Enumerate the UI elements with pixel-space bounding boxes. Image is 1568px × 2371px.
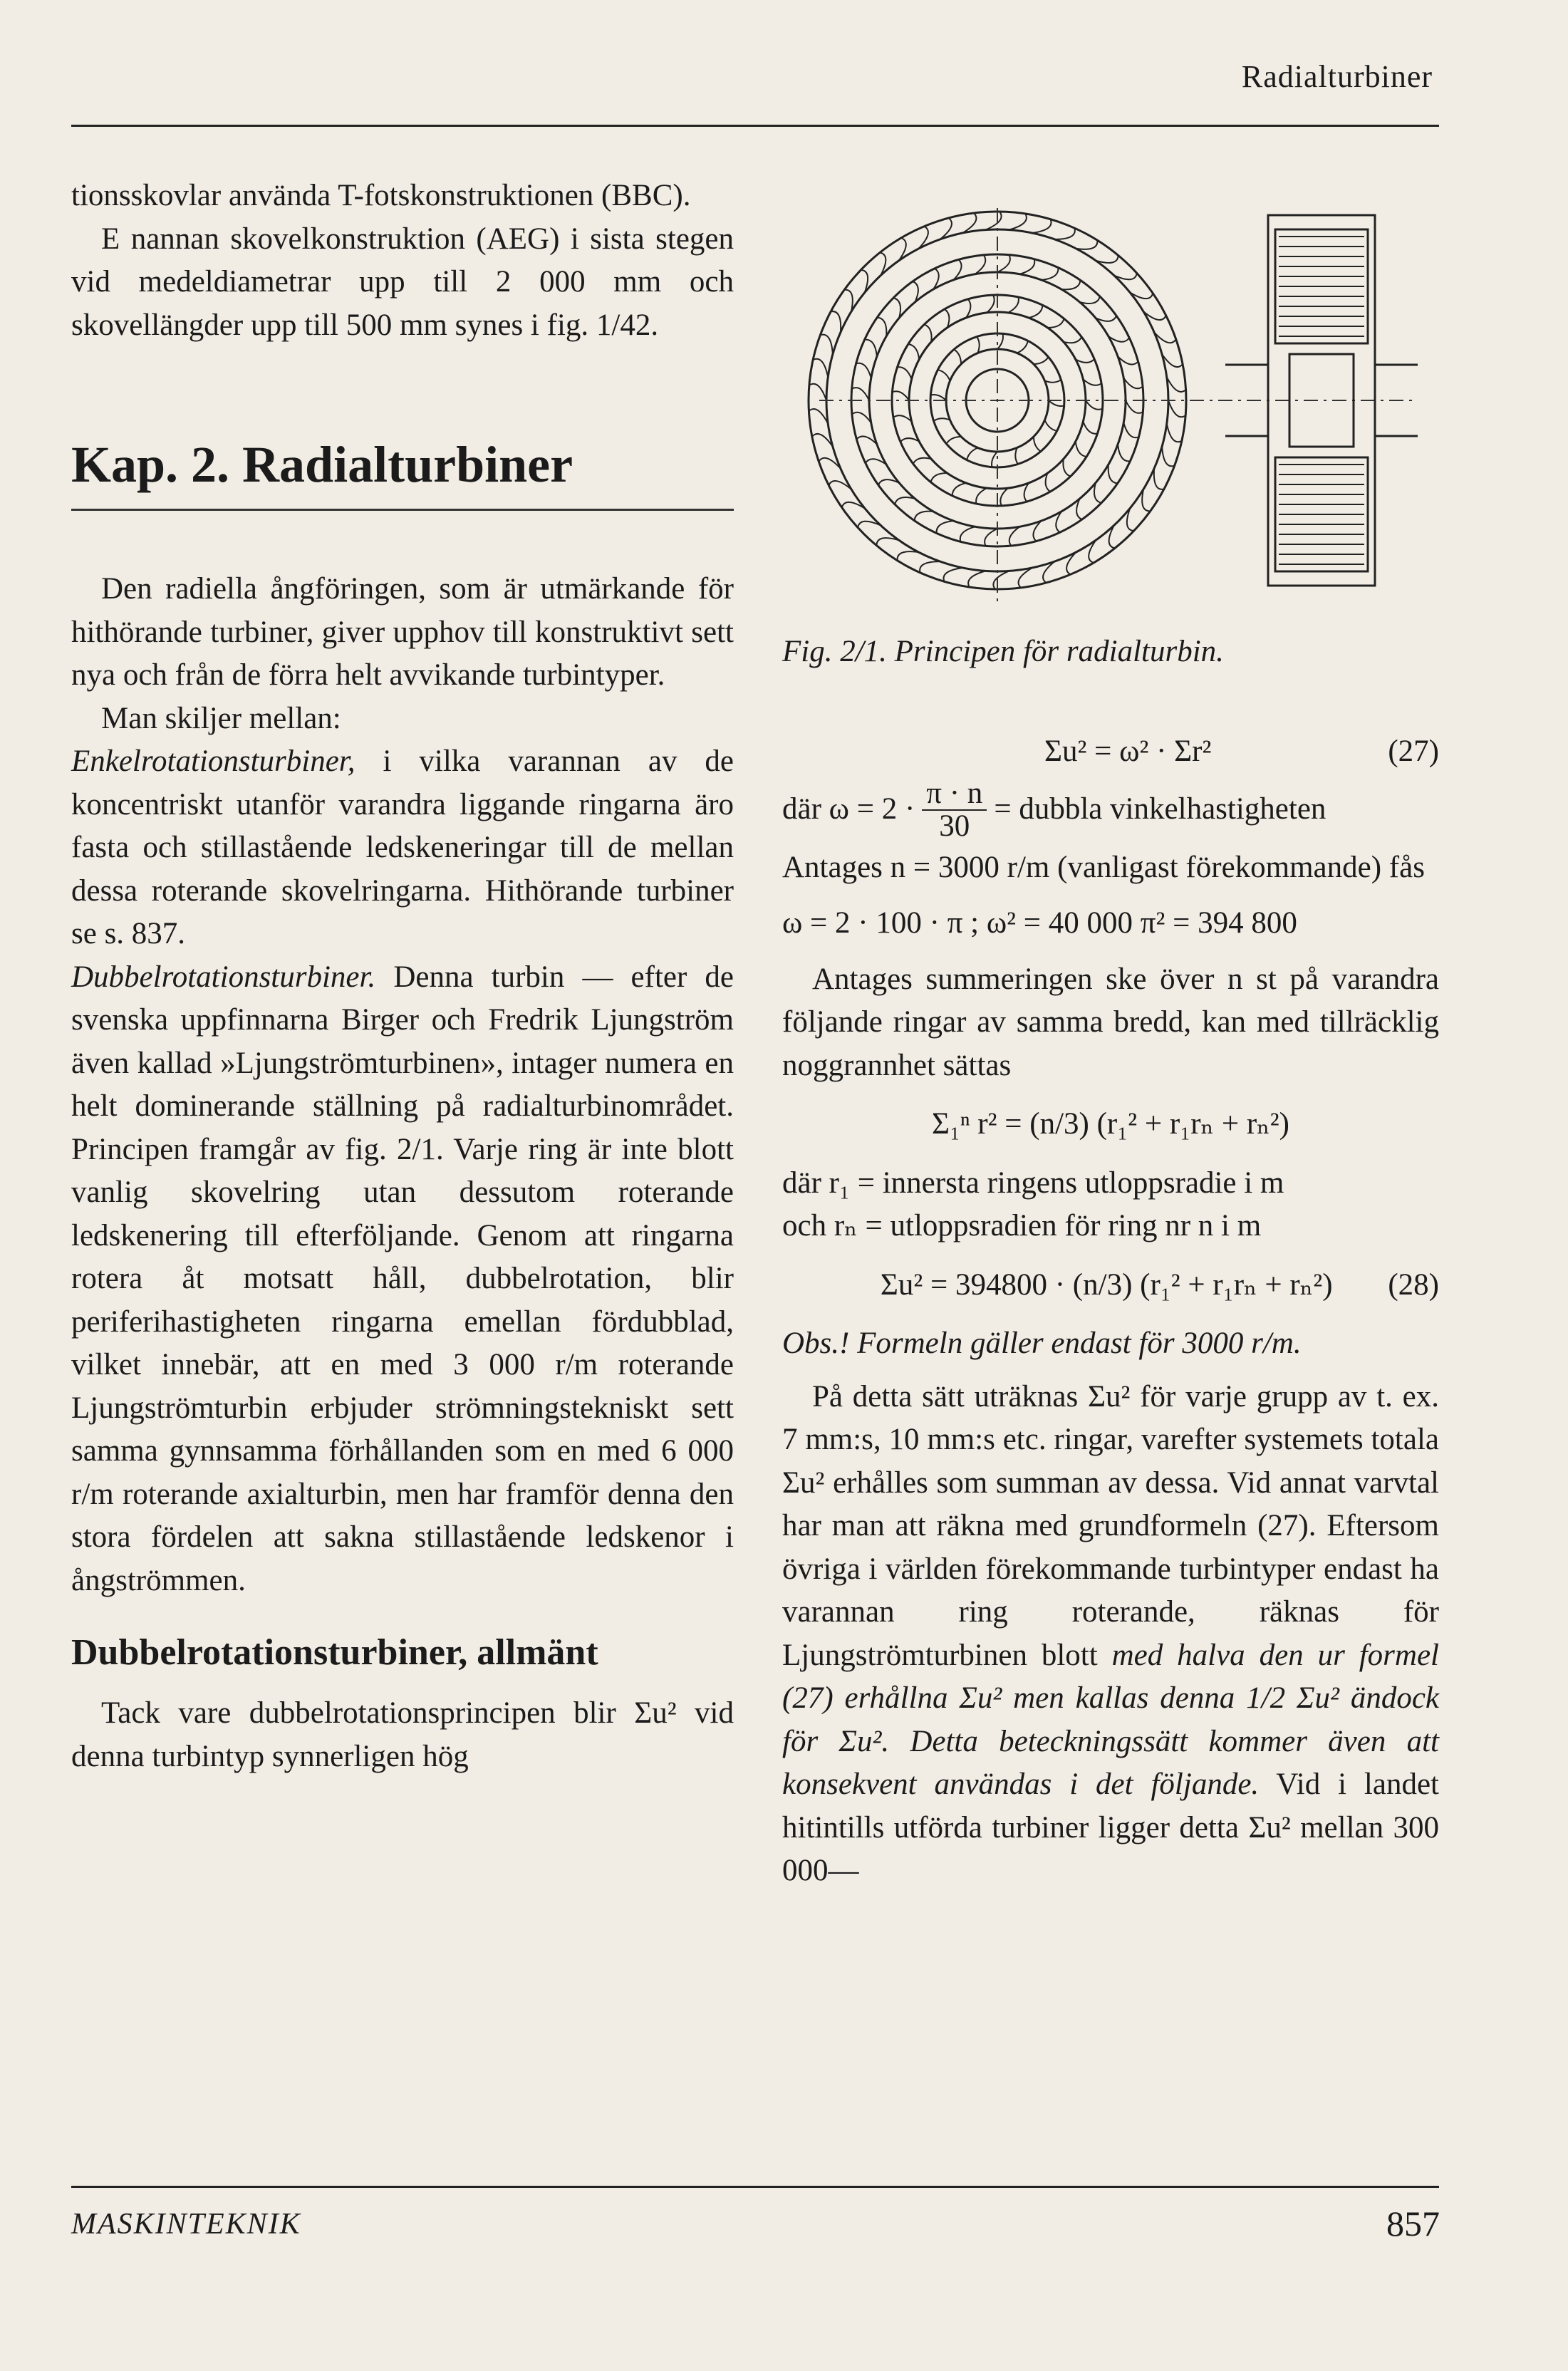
blade <box>946 437 961 444</box>
blade <box>993 571 1009 589</box>
blade <box>985 529 997 546</box>
blade <box>898 551 919 561</box>
blade <box>1076 359 1094 363</box>
footer-rule <box>71 2186 1439 2188</box>
paragraph-summering: Antages summeringen ske över n st på varandra följande ringar av samma bredd, kan med tillräcklig noggrannhet sättas <box>782 962 1439 1082</box>
text-enkelrotation: i vilka varannan av de koncentriskt utanför varandra liggande ringarna äro fasta och stillastående ledskeneringar till de mellan dessa roterande skovelringarna. Hithörande turbiner se s. 837. <box>71 744 734 950</box>
blade <box>1064 337 1082 343</box>
blade <box>900 438 919 442</box>
blade <box>977 337 980 353</box>
blade <box>1096 255 1118 263</box>
blade <box>931 473 947 482</box>
blade <box>877 318 886 336</box>
blade <box>1047 318 1064 328</box>
blade <box>809 409 828 424</box>
figure-caption: Fig. 2/1. Principen för radialturbin. <box>782 635 1224 668</box>
blade <box>1083 379 1101 385</box>
blade <box>920 561 940 573</box>
blade <box>908 344 919 359</box>
blade <box>1034 357 1049 364</box>
blade <box>976 488 987 504</box>
journal-name: MASKINTEKNIK <box>71 2208 301 2241</box>
equation-27 <box>782 730 1439 774</box>
blade <box>913 458 932 464</box>
chapter-heading: Kap. 2. Radialturbiner <box>71 436 573 493</box>
omega-fraction <box>922 778 987 842</box>
blade <box>1045 420 1057 431</box>
blade <box>1063 459 1070 477</box>
blade <box>1024 483 1029 502</box>
equation-28-number: (28) <box>1388 1267 1439 1302</box>
blade <box>945 309 950 328</box>
intro-paragraph-2: E nannan skovelkonstruktion (AEG) i sista stegen vid medeldiametrar upp till 2 000 mm och skovellängder upp till 500 mm synes i fig. 1/42. <box>71 222 734 342</box>
blade <box>1118 445 1130 462</box>
blade <box>893 391 910 400</box>
left-column <box>71 175 734 1778</box>
paragraph-dubbelrotation <box>71 956 734 1603</box>
blade <box>992 452 997 467</box>
blade <box>975 255 986 274</box>
blade <box>876 538 898 546</box>
utrakning-text-b: Vid i landet hitintills utförda turbiner ligger detta Σu² mellan 300 000— <box>782 1768 1439 1887</box>
blade <box>895 497 915 504</box>
blade <box>831 311 841 332</box>
blade <box>813 359 828 378</box>
paragraph-enkelrotation <box>71 740 734 956</box>
blade <box>1076 442 1086 457</box>
blade <box>1086 400 1103 410</box>
blade <box>1034 437 1041 452</box>
blade <box>1167 424 1182 442</box>
text-dubbelrotation: Denna turbin — efter de svenska uppfinnarna Birger och Fredrik Ljungström även kallad »Ljungströmturbinen», intager numera en helt dominerande ställning på radialturbinområdet. Principen framgår av fig. 2/1. Varje ring är inte blott vanlig skovelring utan dessutom roterande ledskenering till efterföljande. Genom att ringarna rotera åt motsatt håll, dubbelrotation, blir periferihastigheten ringarna emellan fördubblad, vilket innebär, att en med 3 000 r/m roterande Ljungströmturbin erbjuder strömningstekniskt sett samma gynnsamma förhållanden som en med 6 000 r/m roterande axialturbin, men har framför denna den stora fördelen att sakna stillastående ledskenor i ångströmmen. <box>71 960 734 1597</box>
blade <box>966 299 970 318</box>
sum-formula: Σ₁ⁿ r² = (n/3) (r₁² + r₁rₙ + rₙ²) <box>932 1107 1289 1141</box>
utrakning-text-a: På detta sätt uträknas Σu² för varje grupp av t. ex. 7 mm:s, 10 mm:s etc. ringar, varefter systemets totala Σu² erhålles som summan av dessa. Vid annat varvtal har man att räkna med grundformeln (27). Eftersom övriga i världen förekommande turbintyper endast ha varannan ring roterande, räknas för Ljungströmturbinen blott <box>782 1379 1439 1672</box>
blade <box>1154 469 1164 489</box>
blade <box>1009 214 1026 230</box>
omega-fraction-numerator: π · n <box>922 778 987 811</box>
calc-line: ω = 2 · 100 · π ; ω² = 40 000 π² = 394 800 <box>782 906 1297 940</box>
blade <box>1167 377 1186 392</box>
obs-note: Obs.! Formeln gäller endast för 3000 r/m. <box>782 1327 1302 1360</box>
blade <box>1045 380 1061 383</box>
blade <box>852 388 869 400</box>
blade <box>934 418 950 421</box>
blade <box>1017 341 1028 353</box>
blade <box>1009 526 1020 546</box>
blade <box>1142 489 1151 512</box>
utrakning-text-italic: med halva den ur formel (27) erhållna Σu² men kallas denna 1/2 Σu² ändock för Σu². Detta beteckningssätt kommer även att konsekvent användas i det följande. <box>782 1638 1439 1801</box>
blade <box>1019 259 1034 274</box>
blade <box>1080 296 1100 303</box>
blade <box>1162 447 1175 467</box>
blade <box>944 568 963 581</box>
blade <box>1123 378 1143 389</box>
blade <box>1123 422 1138 437</box>
figure-radialturbin <box>777 187 1439 628</box>
blade <box>898 367 912 379</box>
omega-text-a: där ω = 2 · <box>782 792 915 826</box>
blade <box>968 571 985 587</box>
blade <box>930 395 946 400</box>
term-dubbelrotation: Dubbelrotationsturbiner. <box>71 960 376 994</box>
blade <box>960 526 975 541</box>
blade <box>915 512 933 521</box>
right-column <box>782 730 1439 1893</box>
paragraph-dubbel-allmant: Tack vare dubbelrotationsprincipen blir Σu² vid denna turbintyp synnerligen hög <box>71 1696 734 1773</box>
definition-r1: där r₁ = innersta ringens utloppsradie i m <box>782 1166 1284 1200</box>
blade <box>852 413 871 423</box>
blade <box>954 349 961 364</box>
blade <box>997 333 1003 349</box>
blade <box>1000 488 1008 506</box>
blade <box>1061 280 1080 289</box>
blade <box>844 290 853 312</box>
paragraph-antages-n: Antages n = 3000 r/m (vanligast förekommande) fås <box>782 850 1425 884</box>
blade <box>937 521 954 533</box>
paragraph-distinguish: Man skiljer mellan: <box>101 701 341 735</box>
blade <box>938 370 950 380</box>
blade <box>893 298 900 318</box>
omega-fraction-denominator: 30 <box>939 809 970 843</box>
blade <box>952 483 966 496</box>
blade <box>1015 448 1018 465</box>
blade <box>967 448 977 460</box>
definition-rn: och rₙ = utloppsradien för ring nr n i m <box>782 1209 1262 1242</box>
paragraph-radial-intro: Den radiella ångföringen, som är utmärkande för hithörande turbiner, giver upphov till konstruktivt sett nya och från de förra helt avvikande turbintyper. <box>71 572 734 692</box>
blade <box>997 255 1010 272</box>
blade <box>893 415 912 421</box>
blade <box>1083 422 1097 434</box>
blade <box>1094 483 1101 503</box>
blade <box>986 212 1002 230</box>
blade <box>1054 228 1074 239</box>
radial-turbine-drawing <box>777 187 1439 628</box>
blade <box>1126 400 1143 413</box>
page-number: 857 <box>1386 2204 1440 2243</box>
blade <box>856 363 871 378</box>
header-rule <box>71 125 1439 127</box>
omega-text-b: = dubbla vinkelhastigheten <box>994 792 1326 826</box>
blade <box>1076 240 1097 249</box>
chapter-rule <box>71 509 734 511</box>
intro-paragraph-1: tionsskovlar använda T-fotskonstruktionen (BBC). <box>71 179 691 212</box>
blade <box>809 384 826 400</box>
blade <box>1168 400 1185 417</box>
running-title: Radialturbiner <box>1241 59 1433 94</box>
equation-27-formula: Σu² = ω² · Σr² <box>1044 735 1212 768</box>
blade <box>865 340 877 357</box>
blade <box>1032 219 1052 233</box>
blade <box>1008 297 1019 313</box>
blade <box>820 335 833 355</box>
term-enkelrotation: Enkelrotationsturbiner, <box>71 744 355 778</box>
blade <box>1042 268 1059 280</box>
paragraph-utrakning <box>782 1376 1439 1893</box>
equation-27-number: (27) <box>1388 735 1439 768</box>
blade <box>924 324 931 342</box>
equation-28 <box>782 1264 1439 1307</box>
equation-28-formula: Σu² = 394800 · (n/3) (r₁² + r₁rₙ + rₙ²) <box>880 1267 1333 1302</box>
subheading: Dubbelrotationsturbiner, allmänt <box>71 1632 598 1673</box>
omega-definition <box>782 778 1439 842</box>
blade <box>1108 465 1118 483</box>
blade <box>1049 400 1064 406</box>
blade <box>1046 473 1051 492</box>
blade <box>1029 305 1042 318</box>
blade <box>987 295 995 313</box>
